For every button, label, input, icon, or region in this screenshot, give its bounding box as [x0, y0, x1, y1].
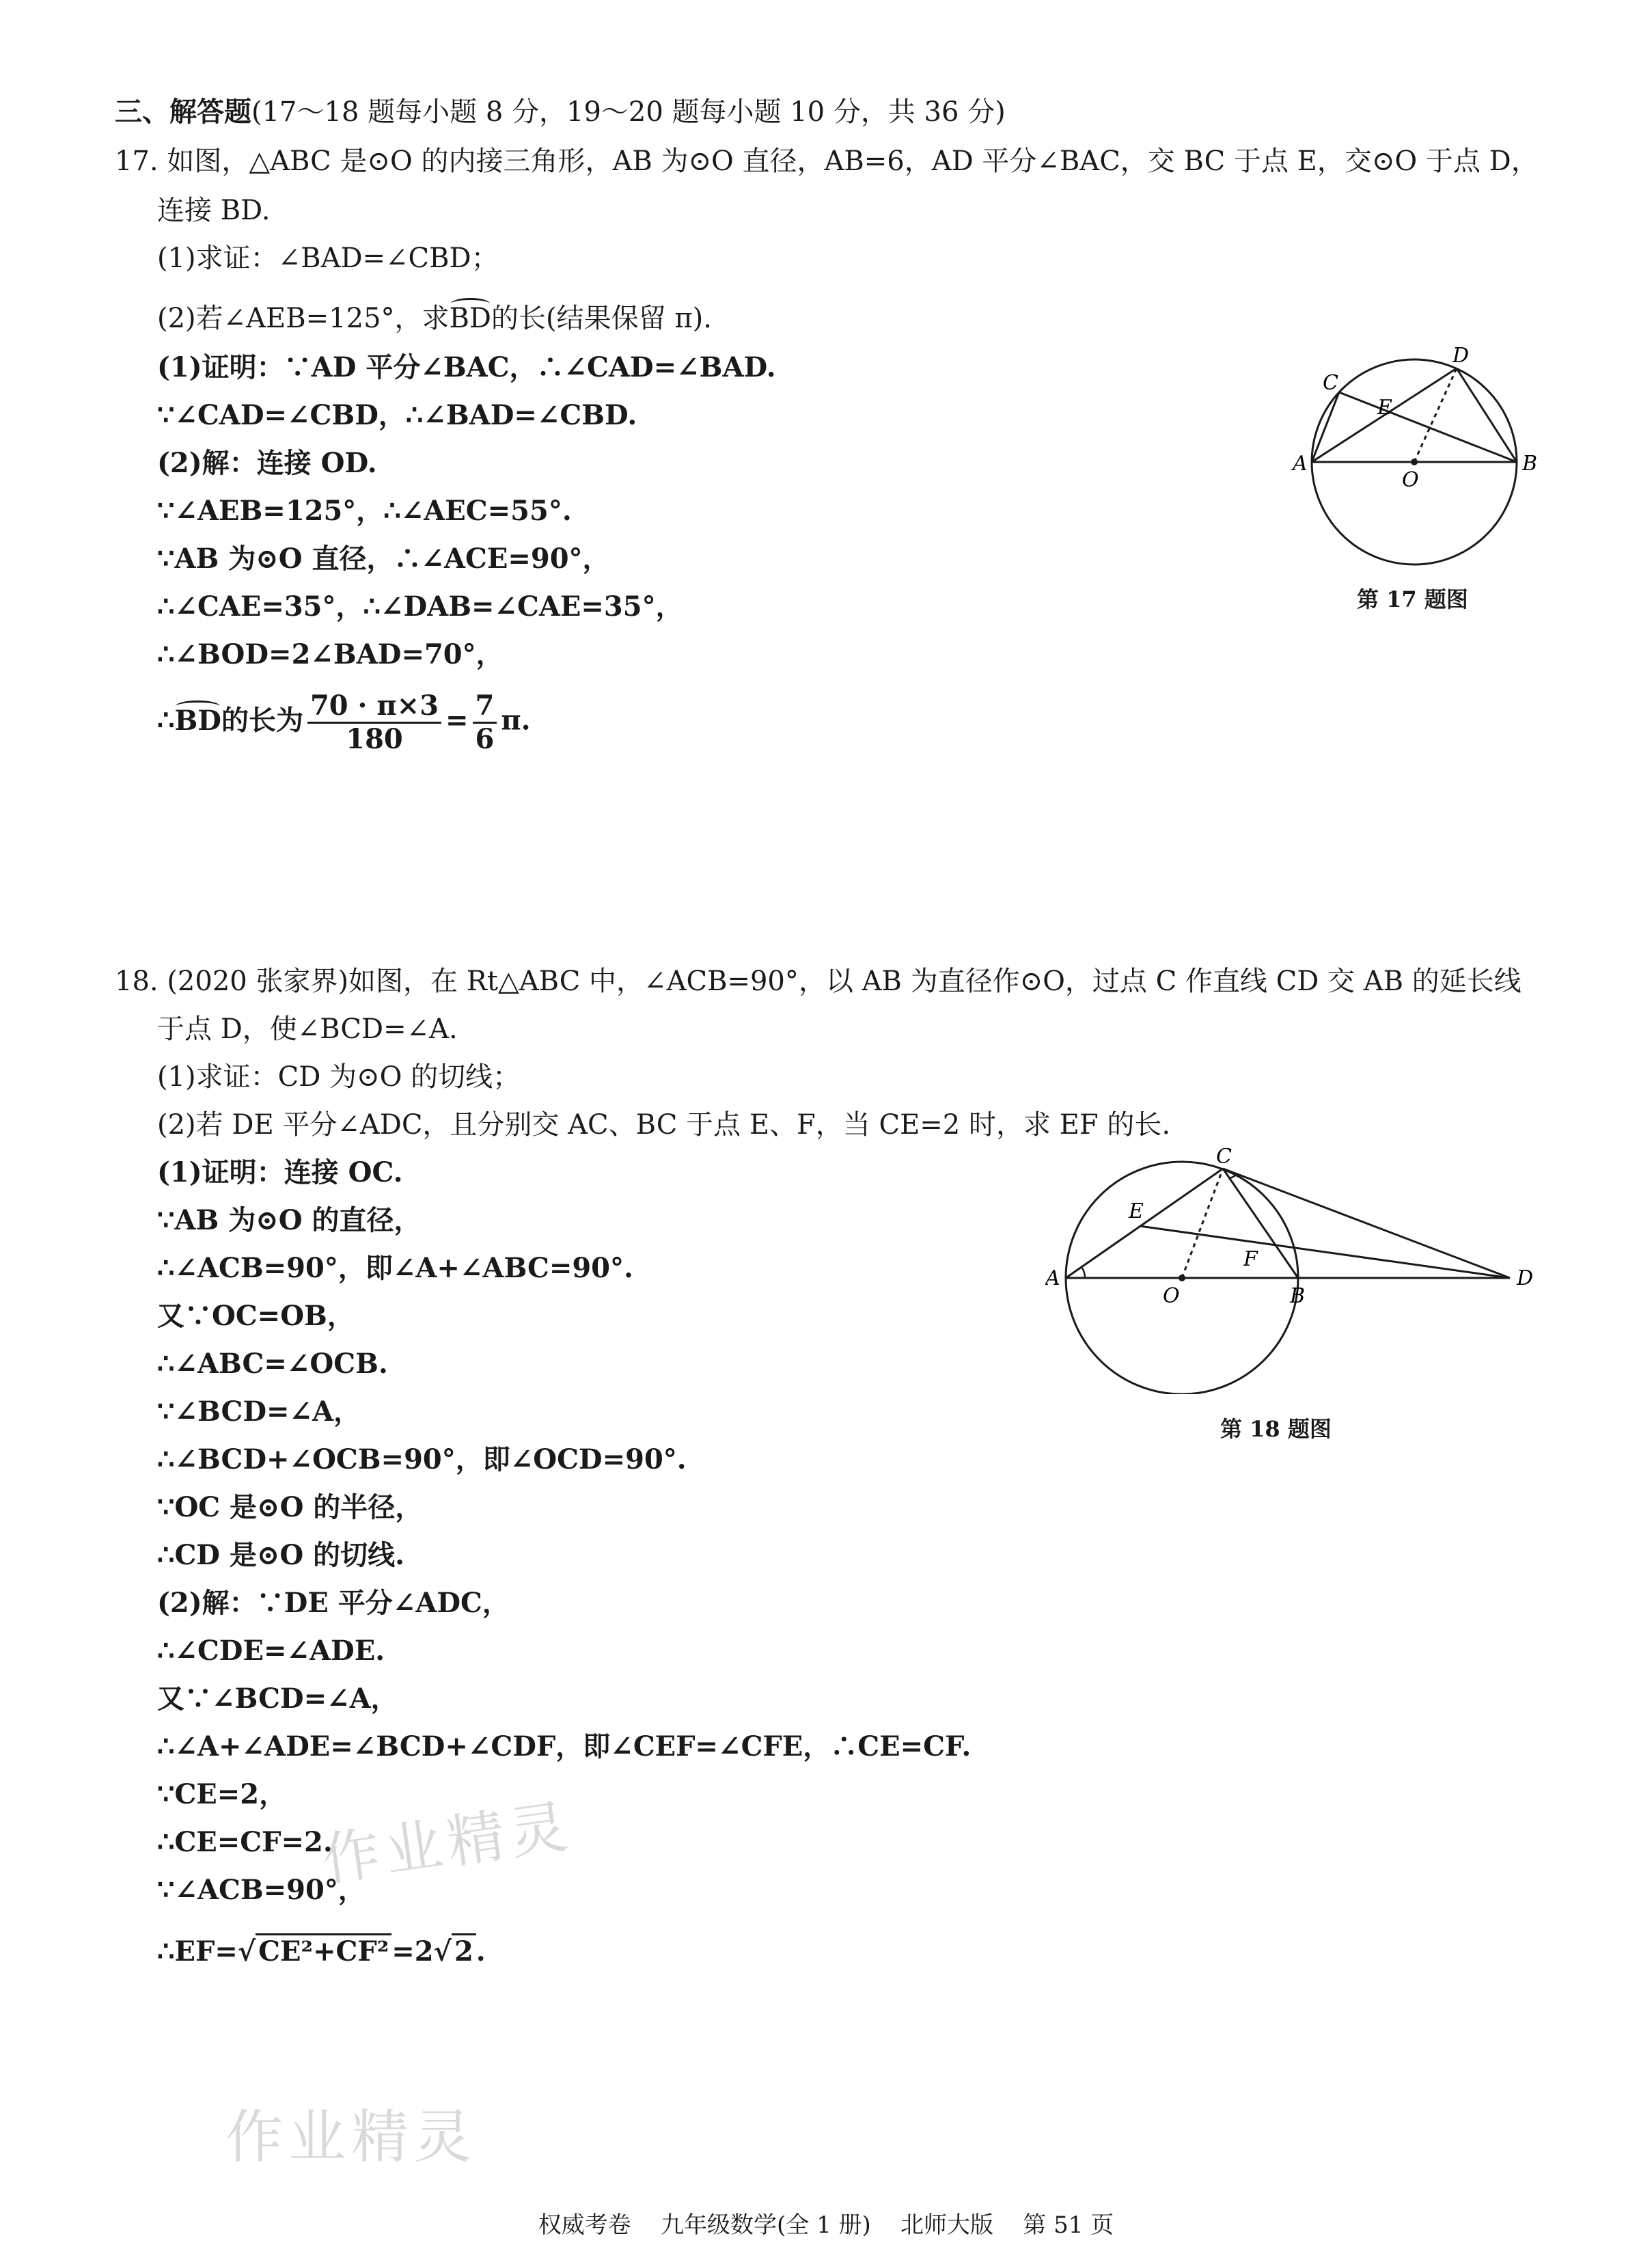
- q18-sol-line: ∴∠ACB=90°，即∠A+∠ABC=90°.: [157, 1252, 633, 1284]
- label-d: D: [1453, 344, 1470, 368]
- label-b: B: [1522, 452, 1538, 476]
- q18-sol-line: (1)证明：连接 OC.: [157, 1156, 403, 1188]
- radicand: 2: [452, 1933, 476, 1968]
- segment-oc: [1182, 1169, 1223, 1278]
- fraction-denominator: 180: [346, 723, 403, 755]
- tangent-cd: [1223, 1169, 1510, 1278]
- q17-part2: [157, 301, 712, 336]
- label-c: C: [1216, 1148, 1232, 1169]
- square-root: √ CE²+CF²: [238, 1934, 391, 1970]
- q18-sol-final: [157, 1934, 486, 1970]
- q17-part1: (1)求证：∠BAD=∠CBD；: [157, 243, 499, 274]
- q17-part2-post: 的长(结果保留 π).: [491, 303, 712, 334]
- q18-sol-line: ∴∠A+∠ADE=∠BCD+∠CDF，即∠CEF=∠CFE，∴CE=CF.: [157, 1730, 972, 1762]
- q18-sol-line: ∴CE=CF=2.: [157, 1826, 333, 1858]
- figure-17-caption: 第 17 题图: [1357, 586, 1468, 612]
- q18-sol-line: ∵OC 是⊙O 的半径，: [157, 1491, 423, 1523]
- segment-ac: [1066, 1169, 1223, 1278]
- fraction-denominator: 6: [475, 723, 495, 755]
- q18-sol-line: 又∵OC=OB，: [157, 1300, 355, 1332]
- center-dot: [1179, 1275, 1185, 1281]
- q17-final-pre: ∴: [157, 704, 175, 737]
- fraction: [473, 690, 497, 755]
- label-b: B: [1290, 1284, 1306, 1308]
- q18-part2: (2)若 DE 平分∠ADC，且分别交 AC、BC 于点 E、F，当 CE=2 时，求 EF 的长.: [157, 1109, 1171, 1141]
- q18-sol-line: ∵∠BCD=∠A，: [157, 1396, 361, 1428]
- segment-ac: [1312, 392, 1339, 462]
- section-header: [115, 94, 1006, 130]
- q17-sol-line: ∴∠CAE=35°，∴∠DAB=∠CAE=35°，: [157, 590, 683, 623]
- q18-sol-line: ∵∠ACB=90°，: [157, 1874, 366, 1906]
- q17-stem-line1: 17. 如图，△ABC 是⊙O 的内接三角形，AB 为⊙O 直径，AB=6，AD 平分∠BAC，交 BC 于点 E，交⊙O 于点 D，: [115, 146, 1539, 177]
- equals-sign: =: [445, 704, 469, 737]
- q17-sol-line: ∵∠CAD=∠CBD，∴∠BAD=∠CBD.: [157, 399, 637, 431]
- figure-18-caption: 第 18 题图: [1220, 1416, 1332, 1442]
- q18-sol-line: 又∵∠BCD=∠A，: [157, 1683, 398, 1715]
- q17-sol-line: (1)证明：∵AD 平分∠BAC，∴∠CAD=∠BAD.: [157, 351, 776, 383]
- q17-sol-line: ∴∠BOD=2∠BAD=70°，: [157, 638, 504, 670]
- q18-stem-line2: 于点 D，使∠BCD=∠A.: [157, 1013, 458, 1045]
- q17-sol-line: ∵∠AEB=125°，∴∠AEC=55°.: [157, 495, 572, 527]
- section-title: 三、解答题: [115, 96, 251, 128]
- angle-a-mark: [1082, 1267, 1085, 1278]
- q18-sol-line: ∴∠ABC=∠OCB.: [157, 1348, 388, 1380]
- radicand: CE²+CF²: [256, 1933, 391, 1968]
- q18-sol-line: (2)解：∵DE 平分∠ADC，: [157, 1587, 510, 1619]
- label-o: O: [1402, 468, 1419, 492]
- q18-sol-line: ∴∠BCD+∠OCB=90°，即∠OCD=90°.: [157, 1443, 687, 1475]
- q18-final-pre: ∴EF=: [157, 1935, 238, 1968]
- q18-part1: (1)求证：CD 为⊙O 的切线；: [157, 1061, 521, 1093]
- label-a: A: [1293, 452, 1308, 476]
- label-e: E: [1129, 1199, 1144, 1223]
- q18-final-post: .: [476, 1935, 486, 1968]
- q17-final-post: π.: [501, 704, 531, 737]
- label-f: F: [1243, 1247, 1258, 1271]
- q17-stem-line2: 连接 BD.: [157, 195, 271, 226]
- q17-sol-line: ∵AB 为⊙O 直径，∴∠ACE=90°，: [157, 543, 610, 575]
- watermark: 作业精灵: [225, 2104, 478, 2170]
- figure-18: [1045, 1148, 1537, 1394]
- q18-stem-line1: 18. (2020 张家界)如图，在 Rt△ABC 中，∠ACB=90°，以 AB 为直径作⊙O，过点 C 作直线 CD 交 AB 的延长线: [115, 966, 1522, 997]
- segment-de: [1140, 1226, 1510, 1278]
- label-o: O: [1163, 1284, 1180, 1308]
- arc-bd: BD: [450, 301, 491, 336]
- q17-sol-final: [157, 690, 531, 755]
- fraction: [307, 690, 441, 755]
- q18-sol-line: ∵AB 为⊙O 的直径，: [157, 1204, 422, 1236]
- segment-cb: [1223, 1169, 1298, 1278]
- watermark: 作业精灵: [318, 1792, 577, 1894]
- segment-bd: [1457, 368, 1517, 462]
- page-footer: 权威考卷 九年级数学(全 1 册) 北师大版 第 51 页: [538, 2211, 1114, 2239]
- q17-final-mid: 的长为: [221, 704, 303, 737]
- square-root: √ 2: [434, 1934, 476, 1970]
- label-d: D: [1517, 1266, 1534, 1290]
- section-note: (17～18 题每小题 8 分，19～20 题每小题 10 分，共 36 分): [251, 96, 1006, 128]
- q17-sol-line: (2)解：连接 OD.: [157, 447, 377, 479]
- center-dot: [1411, 459, 1418, 465]
- label-c: C: [1323, 371, 1338, 395]
- label-a: A: [1045, 1266, 1060, 1290]
- q18-sol-line: ∴CD 是⊙O 的切线.: [157, 1539, 405, 1571]
- angle-c-mark: [1228, 1174, 1237, 1178]
- fraction-numerator: 70 · π×3: [307, 690, 441, 724]
- arc-bd: BD: [174, 703, 221, 739]
- q18-sol-line: ∵CE=2，: [157, 1778, 287, 1810]
- fraction-numerator: 7: [473, 690, 497, 724]
- figure-17: [1284, 342, 1544, 588]
- label-e: E: [1377, 396, 1392, 420]
- q18-sol-line: ∴∠CDE=∠ADE.: [157, 1635, 385, 1667]
- q17-part2-pre: (2)若∠AEB=125°，求: [157, 303, 450, 334]
- q18-final-mid: =2: [391, 1935, 434, 1968]
